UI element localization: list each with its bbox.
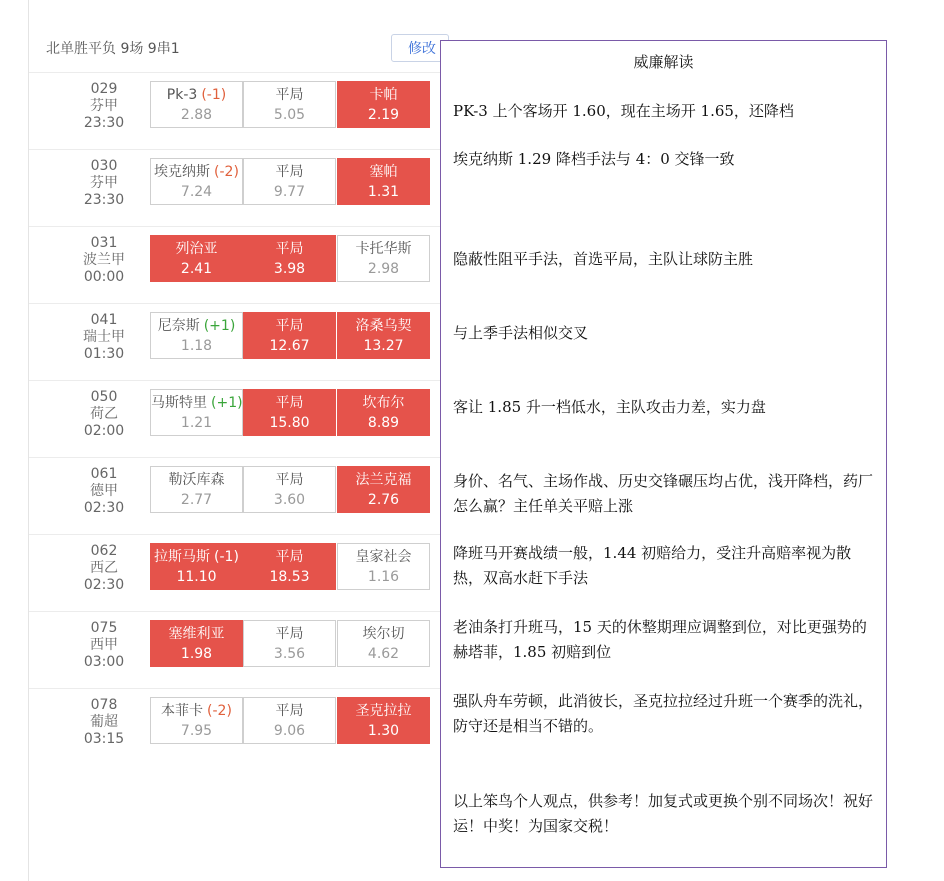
handicap-value: (+1) <box>203 318 236 334</box>
odds-value: 7.24 <box>180 184 213 200</box>
odds-value: 3.60 <box>273 492 306 508</box>
odds-value: 18.53 <box>269 569 310 585</box>
analysis-paragraph: 以上笨鸟个人观点，供参考！加复式或更换个别不同场次！祝好运！中奖！为国家交税！ <box>453 792 874 835</box>
match-time: 03:00 <box>83 654 125 670</box>
draw-option-label <box>244 472 335 489</box>
odds-value: 2.19 <box>367 107 400 123</box>
odds-value: 1.18 <box>180 338 213 354</box>
draw-odds-option[interactable] <box>243 158 336 205</box>
draw-option-label <box>244 87 335 104</box>
home-option-label <box>151 549 242 566</box>
match-info <box>69 389 139 440</box>
odds-value: 2.77 <box>180 492 213 508</box>
home-option-label <box>151 472 242 489</box>
odds-value: 2.98 <box>367 261 400 277</box>
away-option-label <box>338 549 429 566</box>
away-option-label <box>338 241 429 258</box>
match-no: 061 <box>90 466 118 482</box>
team-name: 列治亚 <box>175 241 218 257</box>
odds-value: 9.77 <box>273 184 306 200</box>
analysis-paragraph: 埃克纳斯 1.29 降档手法与 4：0 交锋一致 <box>453 150 735 168</box>
match-no: 029 <box>90 81 118 97</box>
odds-value: 13.27 <box>363 338 404 354</box>
home-option-label <box>151 703 242 720</box>
match-info <box>69 543 139 594</box>
match-league: 波兰甲 <box>83 252 125 268</box>
match-info <box>69 312 139 363</box>
draw-option-label <box>244 318 335 335</box>
odds-value: 1.30 <box>367 723 400 739</box>
draw-option-label <box>244 626 335 643</box>
home-option-label <box>151 318 242 335</box>
match-row <box>29 380 443 458</box>
team-name: 平局 <box>275 318 304 334</box>
home-odds-option[interactable] <box>150 235 243 282</box>
analysis-panel <box>440 40 887 868</box>
odds-value: 12.67 <box>269 338 310 354</box>
home-option-label <box>151 626 242 643</box>
draw-odds-option[interactable] <box>243 235 336 282</box>
match-no: 041 <box>90 312 118 328</box>
odds-value: 2.41 <box>180 261 213 277</box>
draw-odds-option[interactable] <box>243 697 336 744</box>
match-time: 23:30 <box>83 115 125 131</box>
home-odds-option[interactable] <box>150 158 243 205</box>
handicap-value: (-1) <box>214 549 239 565</box>
odds-value: 2.88 <box>180 107 213 123</box>
away-odds-option[interactable] <box>337 235 430 282</box>
match-info <box>69 466 139 517</box>
team-name: 法兰克福 <box>355 472 412 488</box>
away-option-label <box>338 703 429 720</box>
away-odds-option[interactable] <box>337 389 430 436</box>
draw-option-label <box>244 703 335 720</box>
analysis-paragraph: 降班马开赛战绩一般，1.44 初赔给力，受注升高赔率视为散热，双高水赶下手法 <box>453 544 852 587</box>
match-no: 075 <box>90 620 118 636</box>
match-row <box>29 611 443 689</box>
match-league: 葡超 <box>90 714 118 730</box>
home-odds-option[interactable] <box>150 466 243 513</box>
odds-value: 2.76 <box>367 492 400 508</box>
away-odds-option[interactable] <box>337 81 430 128</box>
match-info <box>69 620 139 671</box>
match-league: 芬甲 <box>90 175 118 191</box>
draw-option-label <box>244 549 335 566</box>
home-odds-option[interactable] <box>150 543 243 590</box>
team-name: 皇家社会 <box>355 549 412 565</box>
team-name: 平局 <box>275 164 304 180</box>
draw-odds-option[interactable] <box>243 543 336 590</box>
team-name: 卡帕 <box>369 87 398 103</box>
team-name: 平局 <box>275 549 304 565</box>
handicap-value: (-2) <box>214 164 239 180</box>
away-odds-option[interactable] <box>337 697 430 744</box>
odds-value: 3.56 <box>273 646 306 662</box>
match-row <box>29 534 443 612</box>
team-name: 尼奈斯 <box>157 318 200 334</box>
match-time: 01:30 <box>83 346 125 362</box>
away-odds-option[interactable] <box>337 466 430 513</box>
odds-value: 4.62 <box>367 646 400 662</box>
analysis-paragraph: 与上季手法相似交叉 <box>453 324 589 342</box>
team-name: 平局 <box>275 241 304 257</box>
match-row <box>29 226 443 304</box>
match-row <box>29 72 443 150</box>
draw-odds-option[interactable] <box>243 312 336 359</box>
analysis-paragraph: 老油条打升班马，15 天的休整期理应调整到位，对比更强势的赫塔菲，1.85 初赔到位 <box>453 618 867 661</box>
team-name: 卡托华斯 <box>355 241 412 257</box>
team-name: 拉斯马斯 <box>154 549 211 565</box>
modify-button[interactable]: 修改 <box>391 34 449 62</box>
team-name: 埃克纳斯 <box>154 164 211 180</box>
team-name: 平局 <box>275 472 304 488</box>
team-name: 平局 <box>275 87 304 103</box>
odds-value: 1.21 <box>180 415 213 431</box>
analysis-paragraph: 身价、名气、主场作战、历史交锋碾压均占优，浅开降档，药厂怎么赢？主任单关平赔上涨 <box>453 472 874 515</box>
team-name: 马斯特里 <box>151 395 207 411</box>
match-info <box>69 81 139 132</box>
match-league: 瑞士甲 <box>83 329 125 345</box>
analysis-paragraph: 客让 1.85 升一档低水，主队攻击力差，实力盘 <box>453 398 766 416</box>
home-option-label <box>151 395 242 412</box>
away-option-label <box>338 626 429 643</box>
match-time: 02:30 <box>83 500 125 516</box>
handicap-value: (+1) <box>211 395 243 411</box>
team-name: 塞帕 <box>369 164 398 180</box>
home-option-label <box>151 164 242 181</box>
match-info <box>69 158 139 209</box>
team-name: 埃尔切 <box>362 626 405 642</box>
match-row <box>29 149 443 227</box>
match-no: 062 <box>90 543 118 559</box>
home-option-label <box>151 241 242 258</box>
team-name: 本菲卡 <box>161 703 204 719</box>
match-no: 050 <box>90 389 118 405</box>
odds-value: 1.16 <box>367 569 400 585</box>
home-odds-option[interactable] <box>150 312 243 359</box>
analysis-paragraph: 强队舟车劳顿，此消彼长，圣克拉拉经过升班一个赛季的洗礼，防守还是相当不错的。 <box>453 692 874 735</box>
match-time: 00:00 <box>83 269 125 285</box>
draw-odds-option[interactable] <box>243 466 336 513</box>
away-option-label <box>338 87 429 104</box>
match-row <box>29 457 443 535</box>
handicap-value: (-2) <box>207 703 232 719</box>
away-option-label <box>338 395 429 412</box>
match-no: 030 <box>90 158 118 174</box>
draw-odds-option[interactable] <box>243 620 336 667</box>
match-time: 03:15 <box>83 731 125 747</box>
odds-value: 1.98 <box>180 646 213 662</box>
match-no: 078 <box>90 697 118 713</box>
analysis-paragraph: 隐蔽性阻平手法，首选平局，主队让球防主胜 <box>453 250 754 268</box>
match-league: 荷乙 <box>90 406 118 422</box>
analysis-paragraph: PK-3 上个客场开 1.60，现在主场开 1.65，还降档 <box>453 102 794 120</box>
team-name: 洛桑乌契 <box>355 318 412 334</box>
away-odds-option[interactable] <box>337 312 430 359</box>
team-name: 勒沃库森 <box>168 472 225 488</box>
match-league: 西乙 <box>90 560 118 576</box>
odds-value: 8.89 <box>367 415 400 431</box>
match-time: 02:30 <box>83 577 125 593</box>
away-option-label <box>338 318 429 335</box>
away-odds-option[interactable] <box>337 620 430 667</box>
match-row <box>29 303 443 381</box>
match-no: 031 <box>90 235 118 251</box>
draw-option-label <box>244 241 335 258</box>
match-time: 23:30 <box>83 192 125 208</box>
team-name: 塞维利亚 <box>168 626 225 642</box>
panel-title: 威廉解读 <box>633 53 694 71</box>
match-info <box>69 697 139 748</box>
team-name: 圣克拉拉 <box>355 703 412 719</box>
odds-value: 3.98 <box>273 261 306 277</box>
match-league: 西甲 <box>90 637 118 653</box>
handicap-value: (-1) <box>201 87 227 103</box>
home-odds-option[interactable] <box>150 620 243 667</box>
match-league: 芬甲 <box>90 98 118 114</box>
home-odds-option[interactable] <box>150 389 243 436</box>
home-option-label <box>151 87 242 104</box>
draw-option-label <box>244 395 335 412</box>
draw-odds-option[interactable] <box>243 81 336 128</box>
draw-option-label <box>244 164 335 181</box>
team-name: Pk-3 <box>166 87 198 103</box>
odds-value: 15.80 <box>269 415 310 431</box>
draw-odds-option[interactable] <box>243 389 336 436</box>
home-odds-option[interactable] <box>150 697 243 744</box>
odds-value: 5.05 <box>273 107 306 123</box>
team-name: 平局 <box>275 626 304 642</box>
team-name: 平局 <box>275 703 304 719</box>
bet-type-header: 北单胜平负 9场 9串1 <box>46 41 180 57</box>
odds-value: 7.95 <box>180 723 213 739</box>
away-odds-option[interactable] <box>337 158 430 205</box>
away-option-label <box>338 472 429 489</box>
match-league: 德甲 <box>90 483 118 499</box>
team-name: 平局 <box>275 395 304 411</box>
match-row <box>29 688 443 766</box>
match-time: 02:00 <box>83 423 125 439</box>
odds-value: 11.10 <box>176 569 217 585</box>
match-info <box>69 235 139 286</box>
away-odds-option[interactable] <box>337 543 430 590</box>
away-option-label <box>338 164 429 181</box>
team-name: 坎布尔 <box>362 395 405 411</box>
odds-value: 1.31 <box>367 184 400 200</box>
home-odds-option[interactable] <box>150 81 243 128</box>
odds-value: 9.06 <box>273 723 306 739</box>
